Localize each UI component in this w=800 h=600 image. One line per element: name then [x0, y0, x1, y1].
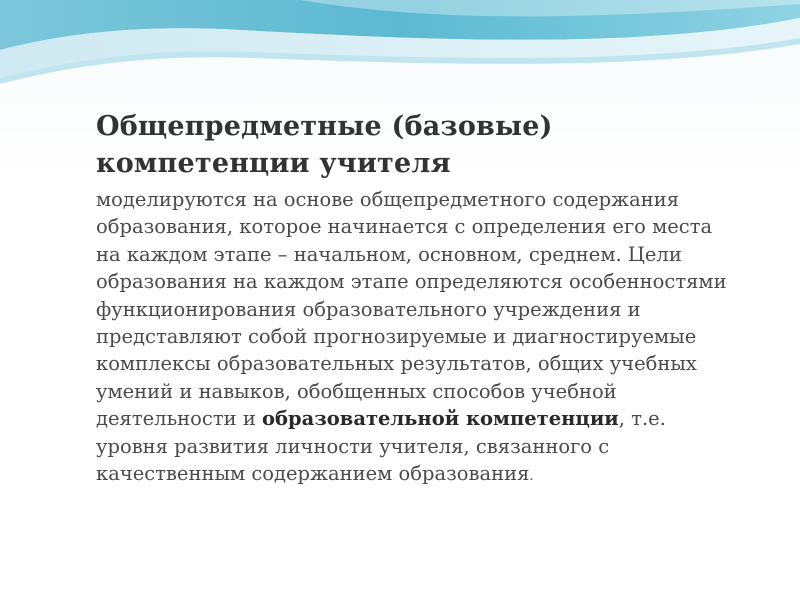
body-text-part-2: , т.е. уровня развития личности учителя, связанного с качественным содержанием образования	[96, 407, 666, 486]
body-end-dot: .	[529, 469, 534, 485]
body-bold-term: образовательной компетенции	[262, 407, 619, 431]
title-line-2: компетенции учителя	[96, 148, 451, 179]
title-line-1: Общепредметные (базовые)	[96, 111, 553, 142]
decorative-wave-header	[0, 0, 800, 110]
body-paragraph	[96, 186, 736, 490]
body-text-part-1: моделируются на основе общепредметного содержания образования, которое начинается с определения его места на каждом этапе – начальном, основном, среднем. Цели образования на каждом этапе определяются особенностями функционирования образовательного учреждения и представляют собой прогнозируемые и диагностируемые комплексы образовательных результатов, общих учебных умений и навыков, обобщенных способов учебной деятельности и	[96, 188, 727, 431]
slide-title	[96, 108, 736, 182]
slide-content	[96, 108, 736, 490]
